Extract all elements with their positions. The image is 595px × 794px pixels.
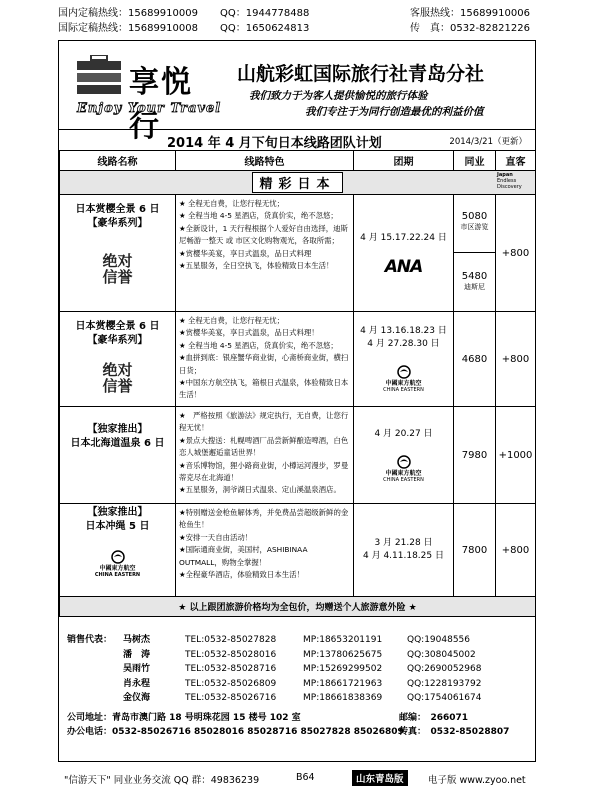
direct-price-cell: +800 [496,312,536,407]
header-dates: 团期 [354,151,454,171]
fax-line: 传 真：0532-82821226 [410,23,530,34]
service-hotline: 客服热线：15689910006 [410,8,530,19]
route-name-cell: 【独家推出】 日本北海道温泉 6 日 [60,407,176,504]
table-row [60,407,536,504]
peer-price-city: 5080 市区游览 [454,195,495,253]
update-date: 2014/3/21（更新） [449,137,527,147]
section-row [60,171,536,195]
slogan-2: 我们专注于为同行创造最优的利益价值 [305,106,484,118]
route-features-cell: ★特别赠送金枪鱼解体秀，并免费品尝超级新鲜的金枪鱼生！ ★安排一天自由活动！ ★国际通商业街，美国村，ASHIBINAA OUTMALL，购物全掌握！ ★全程豪华酒店，体验精致日本生活！ [176,504,354,597]
domestic-qq: QQ：1944778488 [220,8,310,19]
route-features-cell: ★ 严格按照《旅游法》规定执行，无自费，让您行程无忧！ ★景点大搜送：札幌啤酒厂品尝新鲜酿造啤酒，白色恋人城堡邂逅童话世界！ ★音乐博物馆，狸小路商业街，小樽运河漫步，罗曼蒂克尽在北海道！ ★五星服务，洞爷湖日式温泉、定山溪温泉酒店。 [176,407,354,504]
page-title: 2014 年 4 月下旬日本线路团队计划 [167,136,382,151]
slogan-1: 我们致力于为客人提供愉悦的旅行体验 [249,90,428,102]
header-peer-price: 同业 [454,151,496,171]
table-row [60,504,536,597]
luggage-icon [73,55,127,99]
flyer-frame [58,40,536,762]
brand-name-en: Enjoy Your Travel [77,101,222,116]
zip-code: 邮编： 266071 [399,713,469,723]
brand-logo [73,55,223,144]
rep-row: 吴雨竹 TEL:0532-85028716 MP:15269299502 QQ:2690052968 [123,664,482,675]
office-phones: 办公电话：0532-85026716 85028016 85028716 85027828 85026809 [67,727,404,737]
route-features-cell: ★ 全程无自费，让您行程无忧； ★ 全程当地 4-5 星酒店，货真价实，绝不忽悠； ★全新设计，1 天行程根据个人爱好自由选择，迪斯尼畅游一整天 或 市区文化购物观光，各取所需； ★赏樱华美宴，享日式温泉，品日式料理 ★五星服务，全日空执飞，体验精致日本生活！ [176,195,354,312]
website-link[interactable]: 电子版 www.zyoo.net [428,775,526,786]
title-bar [59,129,535,150]
sales-reps [67,633,531,706]
table-header-row [60,151,536,171]
route-dates-cell: 4 月 13.16.18.23 日 4 月 27.28.30 日 中國東方航空 CHINA EASTERN [354,312,454,407]
intl-hotline: 国际定稿热线：15689910008 [58,23,198,34]
page-footer [58,770,536,786]
direct-price-cell: +1000 [496,407,536,504]
trust-badge: 绝对信誉 [102,361,133,395]
address-text: 公司地址：青岛市澳门路 18 号明珠花园 15 楼号 102 室 [67,713,301,723]
note-row [60,597,536,617]
company-name: 山航彩虹国际旅行社青岛分社 [237,63,485,85]
ana-logo: ANA [384,257,423,277]
header-features: 线路特色 [176,151,354,171]
peer-price-cell: 4680 [454,312,496,407]
rep-row: 金仪海 TEL:0532-85026716 MP:18661838369 QQ:1754061674 [123,693,482,704]
hotline-row-2 [58,21,536,36]
section-label: 精彩日本 [252,172,342,193]
route-dates-cell: 4 月 15.17.22.24 日 ANA [354,195,454,312]
domestic-hotline: 国内定稿热线：15689910009 [58,8,198,19]
header-direct-price: 直客 [496,151,536,171]
china-eastern-logo: 中國東方航空 CHINA EASTERN [60,550,175,578]
china-eastern-logo: 中國東方航空 CHINA EASTERN [354,365,453,393]
peer-price-cell: 7980 [454,407,496,504]
edition-badge: 山东青岛版 [352,770,408,786]
header-route-name: 线路名称 [60,151,176,171]
route-name-cell: 日本赏樱全景 6 日 【豪华系列】 绝对信誉 [60,312,176,407]
qq-group: "信游天下" 同业业务交流 QQ 群：49836239 [64,775,260,786]
hotline-row-1 [58,6,536,21]
peer-price-cell [454,195,496,312]
direct-price-cell: +800 [496,504,536,597]
trust-badge: 绝对信誉 [102,252,133,286]
route-name-cell: 日本赏樱全景 6 日 【豪华系列】 绝对信誉 [60,195,176,312]
brand-name-cn: 享悦行 [129,65,193,144]
company-address [67,711,531,739]
japan-tourism-logo: Japan Endless Discovery [497,172,522,190]
route-dates-cell: 3 月 21.28 日 4 月 4.11.18.25 日 [354,504,454,597]
route-features-cell: ★ 全程无自费，让您行程无忧； ★赏樱华美宴，享日式温泉，品日式料理！ ★ 全程当地 4-5 星酒店，货真价实，绝不忽悠； ★血拼到底：银座蟹华商业街，心斋桥商业街，横扫日货； ★中国东方航空执飞，箱根日式温泉，体验精致日本生活！ [176,312,354,407]
insurance-note: ★ 以上跟团旅游价格均为全包价，均赠送个人旅游意外险 ★ [60,597,536,617]
direct-price-cell: +800 [496,195,536,312]
rep-row: 潘 涛 TEL:0532-85028016 MP:13780625675 QQ:308045002 [123,649,476,660]
china-eastern-icon [397,365,411,379]
china-eastern-icon [397,455,411,469]
peer-price-cell: 7800 [454,504,496,597]
intl-qq: QQ：1650624813 [220,23,310,34]
china-eastern-icon [111,550,125,564]
rep-row: 销售代表： 马树杰 TEL:0532-85027828 MP:18653201191 QQ:19048556 [67,635,471,645]
table-row [60,312,536,407]
route-dates-cell: 4 月 20.27 日 中國東方航空 CHINA EASTERN [354,407,454,504]
peer-price-disney: 5480 迪斯尼 [461,271,488,291]
reps-label: 销售代表： [67,635,113,645]
route-name-cell: 【独家推出】 日本冲绳 5 日 中國東方航空 CHINA EASTERN [60,504,176,597]
china-eastern-logo: 中國東方航空 CHINA EASTERN [354,455,453,483]
office-fax: 传真： 0532-85028807 [399,727,510,737]
hotlines [58,6,536,36]
routes-table [59,150,536,617]
page-number: B64 [296,772,315,783]
table-row [60,195,536,312]
rep-row: 肖永程 TEL:0532-85026809 MP:18661721963 QQ:1228193792 [123,678,482,689]
